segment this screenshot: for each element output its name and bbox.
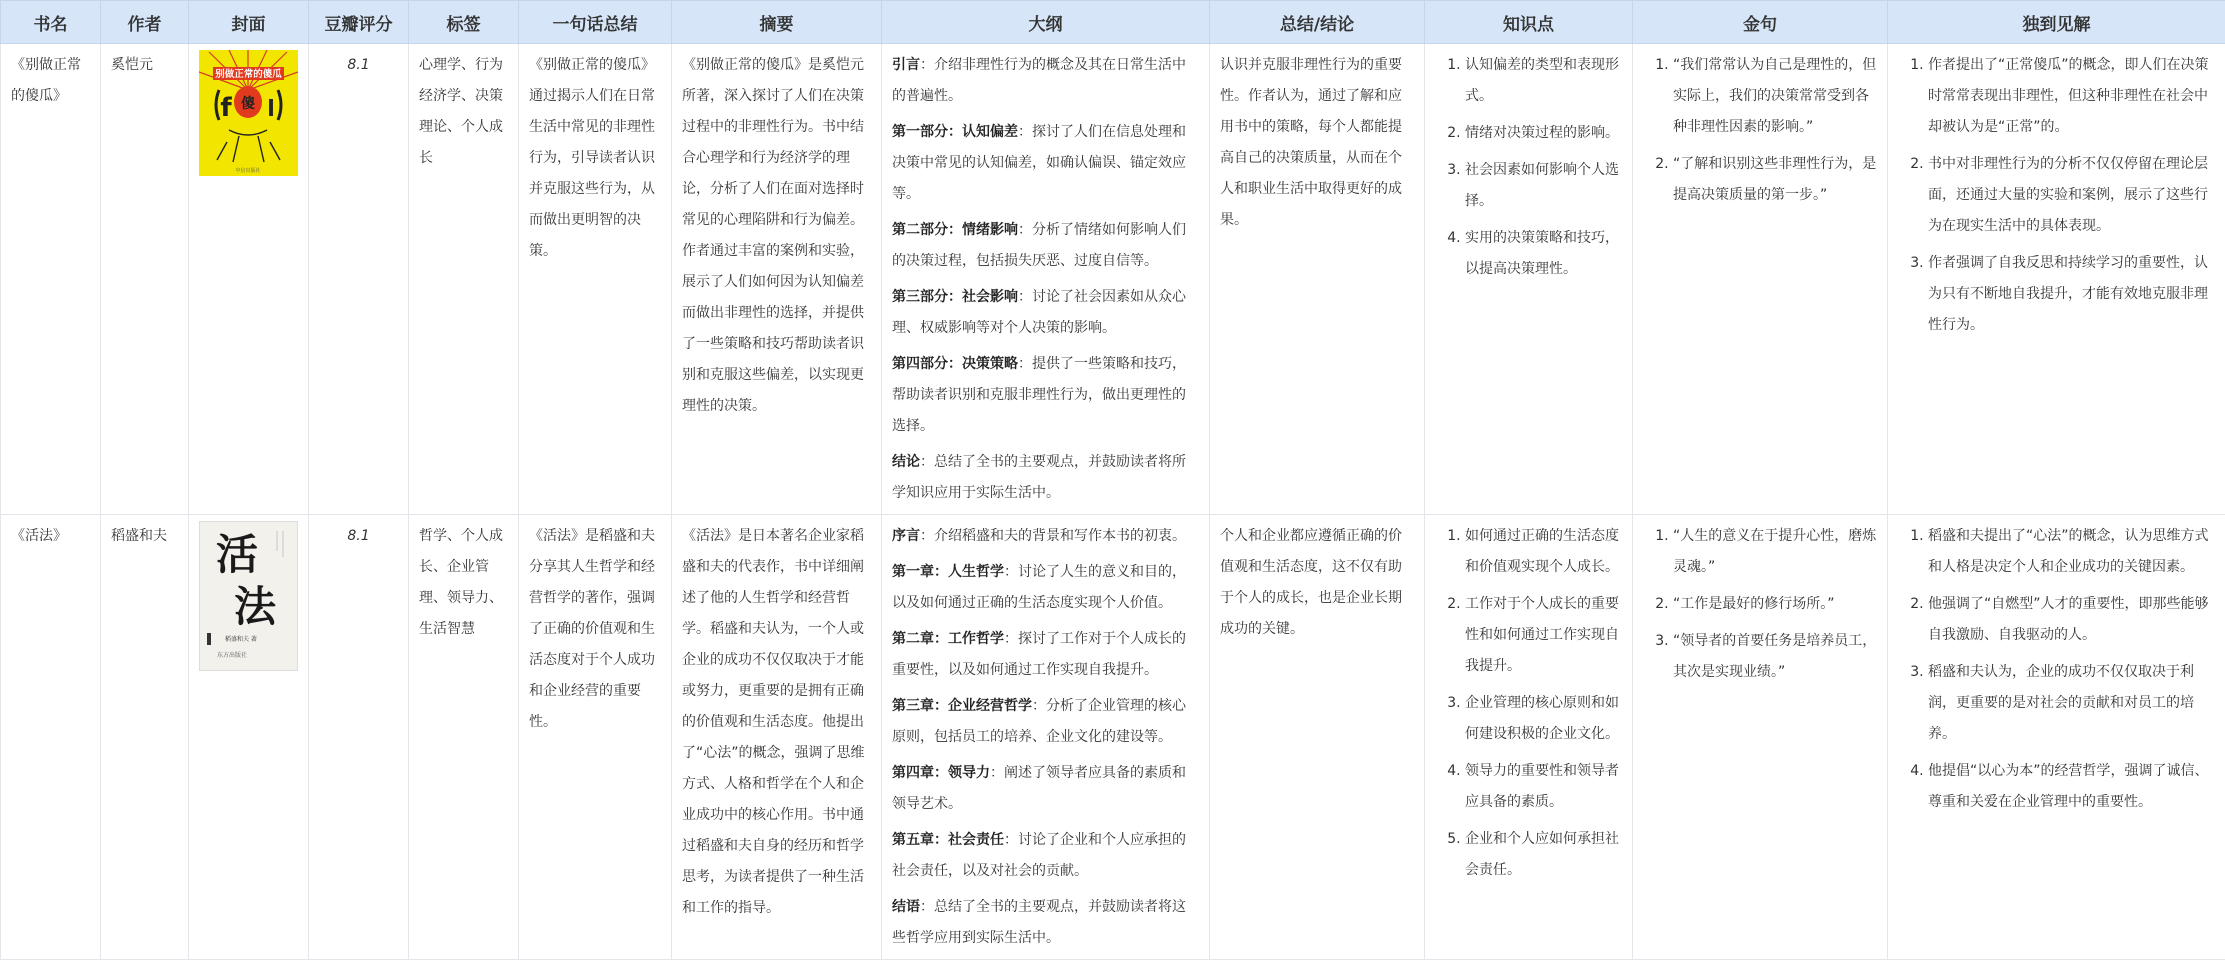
outline-item: 序言：介绍稻盛和夫的背景和写作本书的初衷。 (892, 521, 1199, 552)
header-tags[interactable]: 标签 (409, 1, 519, 44)
insight-item: 4. 他提倡“以心为本”的经营哲学，强调了诚信、尊重和关爱在企业管理中的重要性。 (1928, 756, 2215, 818)
book-outline[interactable] (882, 44, 1210, 515)
quote-item: 1. “我们常常认为自己是理性的，但实际上，我们的决策常常受到各种非理性因素的影响。” (1673, 50, 1877, 143)
quote-item: 2. “了解和识别这些非理性行为，是提高决策质量的第一步。” (1673, 149, 1877, 211)
book-quotes[interactable] (1633, 515, 1888, 960)
table-row[interactable] (1, 44, 2225, 515)
svg-text:稻盛和夫 著: 稻盛和夫 著 (225, 635, 257, 643)
quote-item: 3. “领导者的首要任务是培养员工，其次是实现业绩。” (1673, 626, 1877, 688)
svg-text:活: 活 (216, 530, 258, 579)
book-cover-image (199, 521, 298, 671)
outline-item: 结语：总结了全书的主要观点，并鼓励读者将这些哲学应用到实际生活中。 (892, 892, 1199, 954)
book-one-line[interactable]: 《活法》是稻盛和夫分享其人生哲学和经营哲学的著作，强调了正确的价值观和生活态度对于个人成功和企业经营的重要性。 (519, 515, 672, 960)
header-conclusion[interactable]: 总结/结论 (1210, 1, 1425, 44)
book-knowledge[interactable] (1425, 44, 1633, 515)
book-title[interactable]: 《别做正常的傻瓜》 (1, 44, 101, 515)
knowledge-item: 1. 认知偏差的类型和表现形式。 (1465, 50, 1622, 112)
knowledge-item: 1. 如何通过正确的生活态度和价值观实现个人成长。 (1465, 521, 1622, 583)
insight-item: 1. 作者提出了“正常傻瓜”的概念，即人们在决策时常常表现出非理性，但这种非理性在社会中却被认为是“正常”的。 (1928, 50, 2215, 143)
svg-text:中信出版社: 中信出版社 (235, 167, 260, 174)
book-knowledge[interactable] (1425, 515, 1633, 960)
knowledge-item: 2. 工作对于个人成长的重要性和如何通过工作实现自我提升。 (1465, 589, 1622, 682)
header-cover[interactable]: 封面 (189, 1, 309, 44)
book-tags[interactable]: 哲学、个人成长、企业管理、领导力、生活智慧 (409, 515, 519, 960)
outline-item: 第三部分：社会影响：讨论了社会因素如从众心理、权威影响等对个人决策的影响。 (892, 282, 1199, 344)
knowledge-item: 4. 领导力的重要性和领导者应具备的素质。 (1465, 756, 1622, 818)
table-header-row (1, 1, 2225, 44)
svg-text:f: f (220, 93, 232, 123)
insight-item: 1. 稻盛和夫提出了“心法”的概念，认为思维方式和人格是决定个人和企业成功的关键因素。 (1928, 521, 2215, 583)
outline-item: 第四章：领导力：阐述了领导者应具备的素质和领导艺术。 (892, 758, 1199, 820)
header-title[interactable]: 书名 (1, 1, 101, 44)
outline-item: 引言：介绍非理性行为的概念及其在日常生活中的普遍性。 (892, 50, 1199, 112)
outline-item: 第四部分：决策策略：提供了一些策略和技巧，帮助读者识别和克服非理性行为，做出更理性的选择。 (892, 349, 1199, 442)
insight-item: 2. 他强调了“自燃型”人才的重要性，即那些能够自我激励、自我驱动的人。 (1928, 589, 2215, 651)
insight-item: 2. 书中对非理性行为的分析不仅仅停留在理论层面，还通过大量的实验和案例，展示了这些行为在现实生活中的具体表现。 (1928, 149, 2215, 242)
book-abstract[interactable]: 《活法》是日本著名企业家稻盛和夫的代表作，书中详细阐述了他的人生哲学和经营哲学。稻盛和夫认为，一个人或企业的成功不仅仅取决于才能或努力，更重要的是拥有正确的价值观和生活态度。他提出了“心法”的概念，强调了思维方式、人格和哲学在个人和企业成功中的核心作用。书中通过稻盛和夫自身的经历和哲学思考，为读者提供了一种生活和工作的指导。 (672, 515, 882, 960)
table-row[interactable] (1, 515, 2225, 960)
svg-text:东方出版社: 东方出版社 (217, 651, 247, 659)
header-quotes[interactable]: 金句 (1633, 1, 1888, 44)
insight-item: 3. 作者强调了自我反思和持续学习的重要性，认为只有不断地自我提升，才能有效地克服非理性行为。 (1928, 248, 2215, 341)
book-tags[interactable]: 心理学、行为经济学、决策理论、个人成长 (409, 44, 519, 515)
quote-item: 2. “工作是最好的修行场所。” (1673, 589, 1877, 620)
book-author[interactable]: 奚恺元 (101, 44, 189, 515)
book-rating[interactable]: 8.1 (309, 44, 409, 515)
header-one-line[interactable]: 一句话总结 (519, 1, 672, 44)
insight-item: 3. 稻盛和夫认为，企业的成功不仅仅取决于利润，更重要的是对社会的贡献和对员工的培养。 (1928, 657, 2215, 750)
header-outline[interactable]: 大纲 (882, 1, 1210, 44)
svg-text:l: l (267, 97, 275, 122)
book-conclusion[interactable]: 个人和企业都应遵循正确的价值观和生活态度，这不仅有助于个人的成长，也是企业长期成功的关键。 (1210, 515, 1425, 960)
knowledge-item: 2. 情绪对决策过程的影响。 (1465, 118, 1622, 149)
svg-text:法: 法 (234, 582, 277, 631)
outline-item: 结论：总结了全书的主要观点，并鼓励读者将所学知识应用于实际生活中。 (892, 447, 1199, 509)
book-abstract[interactable]: 《别做正常的傻瓜》是奚恺元所著，深入探讨了人们在决策过程中的非理性行为。书中结合心理学和行为经济学的理论，分析了人们在面对选择时常见的心理陷阱和行为偏差。作者通过丰富的案例和实验，展示了人们如何因为认知偏差而做出非理性的选择，并提供了一些策略和技巧帮助读者识别和克服这些偏差，以实现更理性的决策。 (672, 44, 882, 515)
header-insights[interactable]: 独到见解 (1888, 1, 2225, 44)
book-insights[interactable] (1888, 44, 2225, 515)
book-cover-image (199, 50, 298, 176)
book-cover-cell[interactable] (189, 44, 309, 515)
knowledge-item: 4. 实用的决策策略和技巧，以提高决策理性。 (1465, 223, 1622, 285)
knowledge-item: 5. 企业和个人应如何承担社会责任。 (1465, 824, 1622, 886)
outline-item: 第三章：企业经营哲学：分析了企业管理的核心原则，包括员工的培养、企业文化的建设等。 (892, 691, 1199, 753)
knowledge-item: 3. 企业管理的核心原则和如何建设积极的企业文化。 (1465, 688, 1622, 750)
outline-item: 第二章：工作哲学：探讨了工作对于个人成长的重要性，以及如何通过工作实现自我提升。 (892, 624, 1199, 686)
header-abstract[interactable]: 摘要 (672, 1, 882, 44)
quote-item: 1. “人生的意义在于提升心性，磨炼灵魂。” (1673, 521, 1877, 583)
svg-text:别做正常的傻瓜: 别做正常的傻瓜 (215, 68, 282, 80)
outline-item: 第一章：人生哲学：讨论了人生的意义和目的，以及如何通过正确的生活态度实现个人价值。 (892, 557, 1199, 619)
book-insights[interactable] (1888, 515, 2225, 960)
book-quotes[interactable] (1633, 44, 1888, 515)
header-author[interactable]: 作者 (101, 1, 189, 44)
book-outline[interactable] (882, 515, 1210, 960)
knowledge-item: 3. 社会因素如何影响个人选择。 (1465, 155, 1622, 217)
book-cover-cell[interactable] (189, 515, 309, 960)
header-knowledge[interactable]: 知识点 (1425, 1, 1633, 44)
book-conclusion[interactable]: 认识并克服非理性行为的重要性。作者认为，通过了解和应用书中的策略，每个人都能提高自己的决策质量，从而在个人和职业生活中取得更好的成果。 (1210, 44, 1425, 515)
book-one-line[interactable]: 《别做正常的傻瓜》通过揭示人们在日常生活中常见的非理性行为，引导读者认识并克服这些行为，从而做出更明智的决策。 (519, 44, 672, 515)
outline-item: 第五章：社会责任：讨论了企业和个人应承担的社会责任，以及对社会的贡献。 (892, 825, 1199, 887)
book-rating[interactable]: 8.1 (309, 515, 409, 960)
book-author[interactable]: 稻盛和夫 (101, 515, 189, 960)
header-rating[interactable]: 豆瓣评分 (309, 1, 409, 44)
book-title[interactable]: 《活法》 (1, 515, 101, 960)
svg-text:傻: 傻 (241, 95, 256, 112)
outline-item: 第二部分：情绪影响：分析了情绪如何影响人们的决策过程，包括损失厌恶、过度自信等。 (892, 215, 1199, 277)
outline-item: 第一部分：认知偏差：探讨了人们在信息处理和决策中常见的认知偏差，如确认偏误、锚定效应等。 (892, 117, 1199, 210)
